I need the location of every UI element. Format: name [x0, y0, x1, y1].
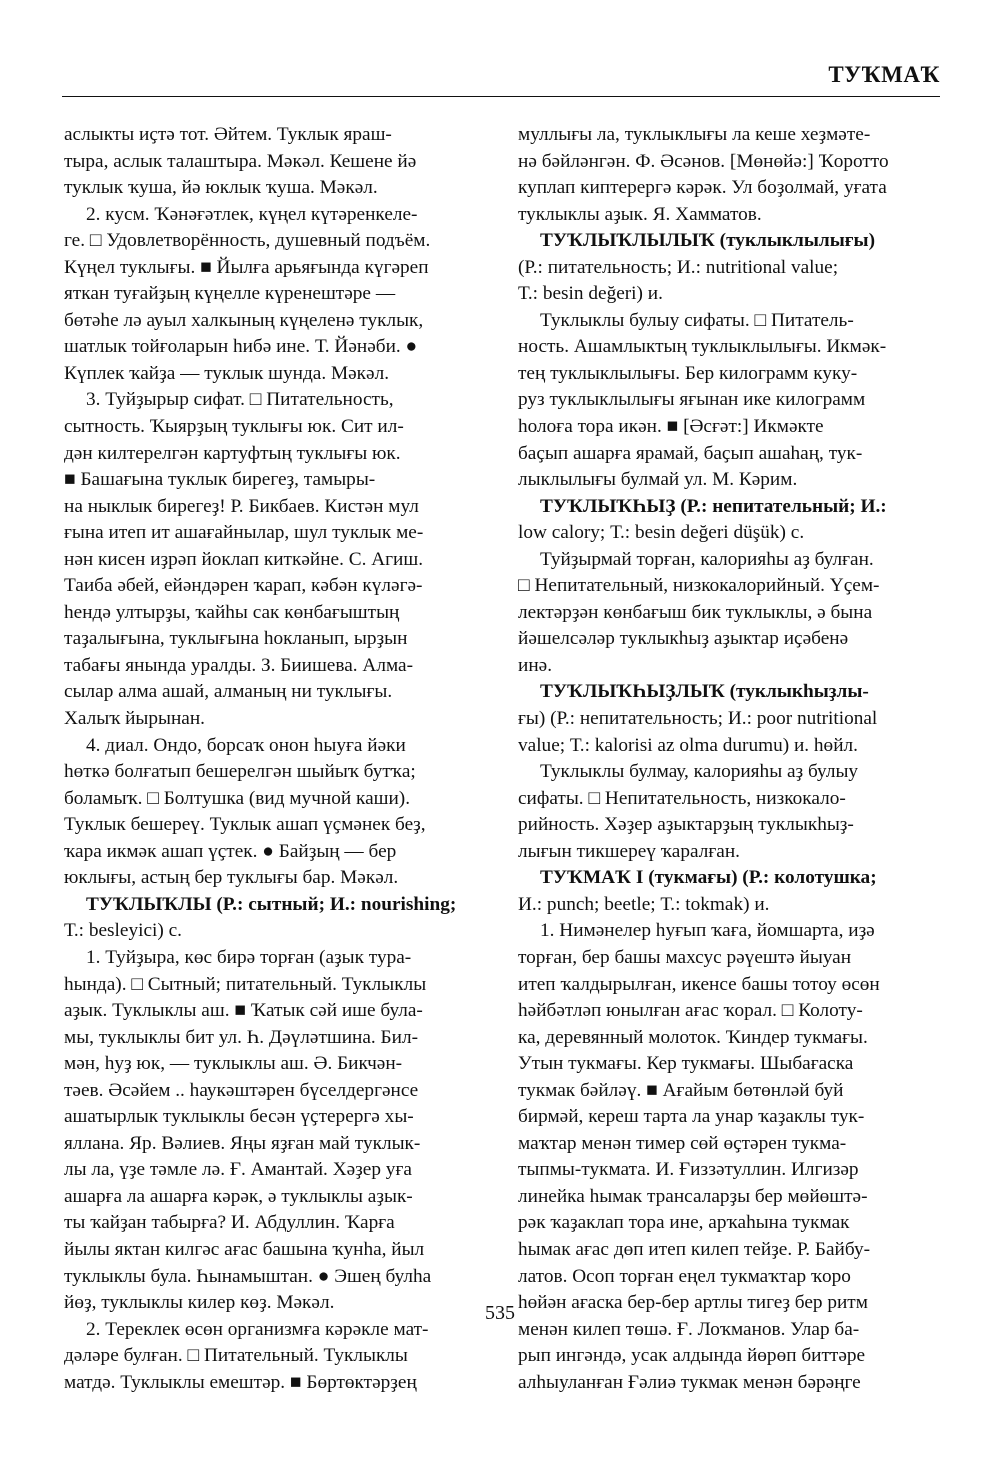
text-line: мән, һуҙ юк, — туклыклы аш. Ә. Бикчән-: [64, 1053, 403, 1075]
text-line: яткан туғайҙың күңелле күренештәре —: [64, 283, 396, 305]
text-line: (Р.: питательность; И.: nutritional value;: [518, 256, 839, 278]
text-line: ашарға ла ашарға кәрәк, ә туклыклы аҙык-: [64, 1185, 413, 1207]
text-line: һында). □ Сытный; питательный. Туклыклы: [64, 973, 427, 995]
text-line: йөҙ, туклыклы килер көҙ. Мәкәл.: [64, 1292, 335, 1314]
text-line: Т.: besleyici) с.: [64, 920, 182, 942]
text-line: баҫып ашарға ярамай, баҫып ашаһаң, тук-: [518, 442, 863, 464]
headword-line: ТУҠЛЫҠЛЫЛЫҠ (туклыклылығы): [540, 230, 876, 252]
text-line: ғы) (Р.: непитательность; И.: poor nutritional: [518, 708, 878, 730]
text-line: яллана. Яр. Вәлиев. Яңы яҙған май туклык-: [64, 1132, 421, 1154]
text-line: мы, туклыклы бит ул. Һ. Дәүләтшина. Бил-: [64, 1026, 418, 1048]
running-head: ТУҠМАҠ: [828, 62, 940, 87]
text-line: тең туклыклылығы. Бер килограмм куку-: [518, 362, 858, 384]
text-line: линейка һымак трансаларҙы бер мөйөштә-: [518, 1185, 868, 1207]
text-line: 1. Туйҙыра, көс бирә торған (аҙык тура-: [86, 946, 412, 968]
text-line: латов. Осоп торған еңел тукмаҡтар ҡоро: [518, 1265, 851, 1287]
text-line: дән килтерелгән картуфтың туклығы юк.: [64, 442, 401, 464]
text-line: □ Непитательный, низкокалорийный. Үҫем-: [518, 575, 880, 597]
text-line: табағы янында уралды. З. Биишева. Алма-: [64, 654, 414, 676]
text-line: на ныклык бирегеҙ! Р. Бикбаев. Кистән мул: [64, 495, 419, 517]
text-line: матдә. Туклыклы емештәр. ■ Бөртөктәрҙең: [64, 1371, 417, 1393]
text-line: тыпмы-тукмата. И. Ғиззәтуллин. Илгизәр: [518, 1159, 859, 1181]
text-line: Күңел туклығы. ■ Йылға арьяғында күгәреп: [64, 256, 429, 278]
text-line: ты ҡайҙан табырға? И. Абдуллин. Ҡарға: [64, 1212, 395, 1234]
text-line: нә бәйләнгән. Ф. Әсәнов. [Мөнөйә:] Ҡоротто: [518, 150, 889, 172]
text-line: рып ингәндә, усак алдында йөрөп биттәре: [518, 1345, 866, 1367]
text-line: рәк ҡаҙаклап тора ине, арҡаһына тукмак: [518, 1212, 850, 1234]
text-line: Туйҙырмай торған, калорияһы аҙ булған.: [540, 548, 874, 570]
text-line: менән килеп төшә. Ғ. Лоҡманов. Улар ба-: [518, 1318, 860, 1340]
text-line: 1. Нимәнелер һуғып ҡаға, йомшарта, иҙә: [540, 920, 875, 942]
text-line: Таиба әбей, ейәндәрен ҡарап, кәбән күләгә-: [64, 575, 423, 597]
text-line: рийность. Хәҙер аҙыктарҙың туклыкһыҙ-: [518, 814, 854, 836]
text-line: йылы яктан килгәс ағас башына ҡунһа, йыл: [64, 1238, 425, 1260]
text-line: 2. Тереклек өсөн организмға кәрәкле мат-: [86, 1318, 429, 1340]
text-line: ғына итеп ит ашағайнылар, шул туклык ме-: [64, 522, 424, 544]
text-line: инә.: [518, 654, 553, 676]
header-rule: [62, 96, 940, 97]
text-line: һәйбәтләп юнылған ағас ҡорал. □ Колоту-: [518, 1000, 863, 1022]
text-line: боламыҡ. □ Болтушка (вид мучной каши).: [64, 787, 411, 809]
text-line: И.: punch; beetle; Т.: tokmak) и.: [518, 893, 770, 915]
text-line: Т.: besin değeri) и.: [518, 283, 663, 305]
text-line: ка, деревянный молоток. Ҡиндер тукмағы.: [518, 1026, 868, 1048]
text-line: туклыклы була. Һынамыштан. ● Эшең булһа: [64, 1265, 432, 1287]
text-line: 4. диал. Ондо, борсаҡ онон һыуға йәки: [86, 734, 406, 756]
text-line: дәләре булған. □ Питательный. Туклыклы: [64, 1345, 408, 1367]
text-line: сытность. Ҡыярҙың туклығы юк. Сит ил-: [64, 416, 404, 438]
text-line: value; Т.: kalorisi az olma durumu) и. һөйл.: [518, 734, 858, 756]
text-line: ҡара икмәк ашап үҫтек. ● Байҙың — бер: [64, 840, 397, 862]
text-line: һөйән ағаска бер-бер артлы тигеҙ бер ритм: [518, 1292, 868, 1314]
text-line: һендә ултырҙы, ҡайһы сак көнбағыштың: [64, 601, 400, 623]
text-line: аслыкты иҫтә тот. Әйтем. Туклык яраш-: [64, 124, 392, 145]
text-line: юклығы, астың бер туклығы бар. Мәкәл.: [64, 867, 399, 889]
text-line: бирмәй, кереш тарта ла унар ҡаҙаклы тук-: [518, 1106, 865, 1128]
text-line: Туклыклы булмау, калорияһы аҙ булыу: [540, 761, 859, 783]
text-line: ге. □ Удовлетворённость, душевный подъём.: [64, 230, 431, 252]
text-line: сифаты. □ Непитательность, низкокало-: [518, 787, 846, 809]
text-line: тәев. Әсәйем .. һаукәштәрен бүселдергәнсе: [64, 1079, 419, 1101]
text-line: ность. Ашамлыктың туклыклылығы. Икмәк-: [518, 336, 887, 358]
page-number: 535: [485, 1302, 515, 1324]
text-line: лығын тикшереү ҡаралған.: [518, 840, 740, 862]
headword-line: ТУҠМАҠ I (тукмағы) (Р.: колотушка;: [540, 867, 877, 889]
text-line: Туклык бешереү. Туклык ашап үҫмәнек беҙ,: [64, 814, 426, 836]
text-line: Халыҡ йырынан.: [64, 708, 205, 730]
text-line: тукмак бәйләү. ■ Ағайым бөтөнләй буй: [518, 1079, 844, 1101]
text-line: итеп ҡалдырылған, икенсе башы тотоу өсөн: [518, 973, 880, 995]
text-line: бөтәһе лә ауыл халкының күңеленә туклык,: [64, 309, 424, 331]
text-line: маҡтар менән тимер сөй өҫтәрен тукма-: [518, 1132, 847, 1154]
text-line: нән кисен иҙрәп йоклап киткәйне. С. Агиш.: [64, 548, 424, 570]
text-line: торған, бер башы махсус рәүештә йыуан: [518, 946, 852, 968]
text-line: туклыклы аҙык. Я. Хамматов.: [518, 203, 762, 225]
text-line: ашатырлык туклыклы бесән үҫтерергә хы-: [64, 1106, 414, 1128]
headword-line: ТУҠЛЫҠҺЫҘЛЫҠ (туклыкһыҙлы-: [540, 681, 869, 703]
left-column: [64, 122, 484, 1396]
text-line: туклык ҡуша, йә юклык ҡуша. Мәкәл.: [64, 177, 378, 199]
text-line: йәшелсәләр туклыкһыҙ аҙыктар иҫәбенә: [518, 628, 849, 650]
right-column: [518, 122, 938, 1396]
text-line: шатлык тойғоларын һибә ине. Т. Йәнәби. ●: [64, 336, 418, 358]
headword-line: ТУҠЛЫҠЛЫ (Р.: сытный; И.: nourishing;: [86, 893, 457, 915]
text-line: муллығы ла, туклыклығы ла кеше хеҙмәте-: [518, 124, 871, 145]
text-line: лыклылығы булмай ул. М. Кәрим.: [518, 469, 798, 491]
text-line: low calory; Т.: besin değeri düşük) с.: [518, 522, 805, 544]
text-line: алһыуланған Ғәлиә тукмак менән бәрәңге: [518, 1371, 861, 1393]
text-line: руз туклыклылығы яғынан ике килограмм: [518, 389, 866, 411]
text-line: аҙык. Туклыклы аш. ■ Ҡатык сәй ише була-: [64, 1000, 423, 1022]
text-line: тыра, аслык талаштыра. Мәкәл. Кешене йә: [64, 150, 417, 172]
text-line: Туклыклы булыу сифаты. □ Питатель-: [540, 309, 854, 331]
text-line: лектәрҙән көнбағыш бик туклыклы, ә бына: [518, 601, 873, 623]
text-line: таҙалығына, туклығына һокланып, ырҙын: [64, 628, 408, 650]
text-line: һолоға тора икән. ■ [Әсғәт:] Икмәкте: [518, 416, 824, 438]
text-line: ■ Башағына туклык бирегеҙ, тамыры-: [64, 469, 376, 491]
text-line: Утын тукмағы. Кер тукмағы. Шыбағаска: [518, 1053, 854, 1075]
text-line: һымак ағас дөп итеп килеп тейҙе. Р. Байбу-: [518, 1238, 871, 1260]
headword-line: ТУҠЛЫҠҺЫҘ (Р.: непитательный; И.:: [540, 495, 887, 517]
text-line: Күплек ҡайҙа — туклык шунда. Мәкәл.: [64, 362, 390, 384]
text-line: сылар алма ашай, алманың ни туклығы.: [64, 681, 393, 703]
text-line: 3. Туйҙырыр сифат. □ Питательность,: [86, 389, 394, 411]
text-line: 2. кусм. Ҡәнәғәтлек, күңел күтәренкеле-: [86, 203, 418, 225]
text-line: һөткә болғатып бешерелгән шыйыҡ бутҡа;: [64, 761, 416, 783]
text-line: лы ла, үҙе тәмле лә. Ғ. Амантай. Хәҙер уға: [64, 1159, 412, 1181]
text-line: куплап киптерергә кәрәк. Ул боҙолмай, уғата: [518, 177, 887, 199]
